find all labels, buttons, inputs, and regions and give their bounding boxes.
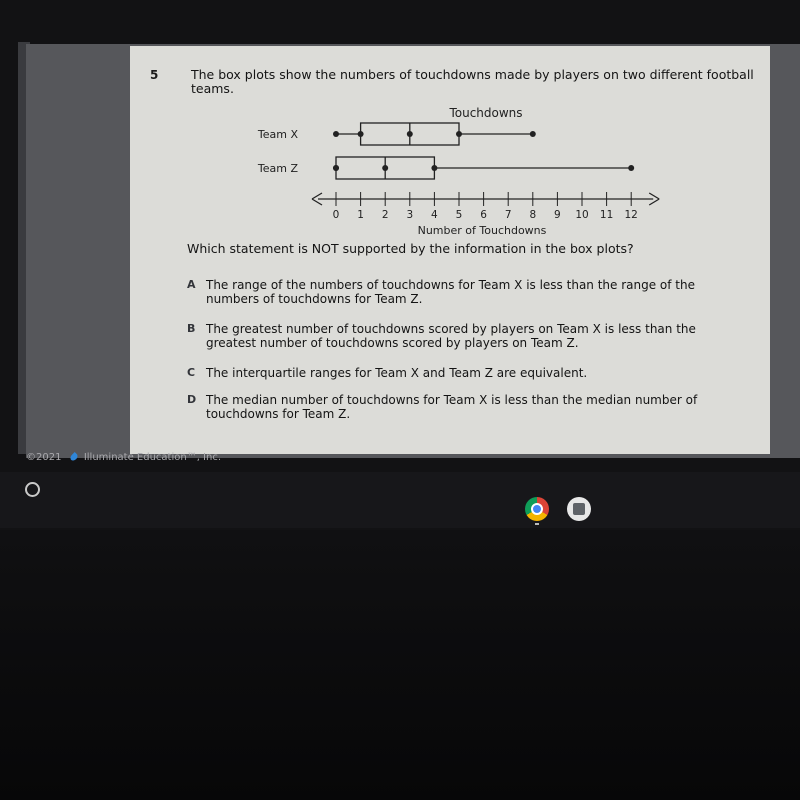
box-point [456,131,462,137]
running-indicator [535,523,539,525]
question-instruction: Which statement is NOT supported by the information in the box plots? [187,241,634,256]
question-panel [130,46,770,454]
question-prompt: The box plots show the numbers of touchdowns made by players on two different football teams. [191,67,754,96]
choice-letter: D [187,393,197,406]
box-point [333,165,339,171]
footer [26,452,221,463]
box-point [333,131,339,137]
company-name: Illuminate Education™, Inc. [83,452,222,463]
box-point [358,131,364,137]
box-point [382,165,388,171]
x-tick-label: 1 [357,209,364,221]
x-tick-label: 3 [406,209,414,221]
x-tick-label: 4 [431,209,438,221]
choice-text: The range of the numbers of touchdowns for Team X is less than the range of the numbers of touchdowns for Team Z. [206,278,695,306]
chart-title: Touchdowns [449,106,523,120]
x-tick-label: 0 [332,209,340,221]
taskbar [0,472,800,528]
box-point [628,165,634,171]
chrome-icon[interactable] [525,497,549,521]
x-tick-label: 7 [504,209,512,221]
x-tick-label: 9 [554,209,561,221]
copyright-text: ©2021 [26,452,62,463]
x-tick-label: 6 [480,209,487,221]
launcher-icon[interactable] [25,482,40,497]
box-point [407,131,413,137]
choice-letter: C [187,366,196,379]
series-label: Team X [257,128,298,141]
box-point [431,165,437,171]
x-axis-label: Number of Touchdowns [417,224,547,237]
x-tick-label: 8 [529,209,537,221]
illuminate-logo-icon [69,452,79,462]
box-plot-chart [130,46,770,246]
choice-text: The greatest number of touchdowns scored by players on Team X is less than the greatest number of touchdowns scored by players on Team Z. [206,322,696,350]
desk-background [0,530,800,800]
choice-text: The median number of touchdowns for Team X is less than the median number of touchdowns for Team Z. [206,393,698,421]
x-tick-label: 11 [599,209,614,221]
x-tick-label: 2 [381,209,389,221]
x-tick-label: 5 [455,209,463,221]
files-icon[interactable] [567,497,591,521]
question-number: 5 [150,68,159,82]
choice-letter: A [187,278,196,291]
x-tick-label: 10 [575,209,589,221]
series-label: Team Z [257,162,298,175]
choice-text: The interquartile ranges for Team X and Team Z are equivalent. [206,366,588,380]
choice-letter: B [187,322,196,335]
x-tick-label: 12 [624,209,638,221]
box-point [530,131,536,137]
